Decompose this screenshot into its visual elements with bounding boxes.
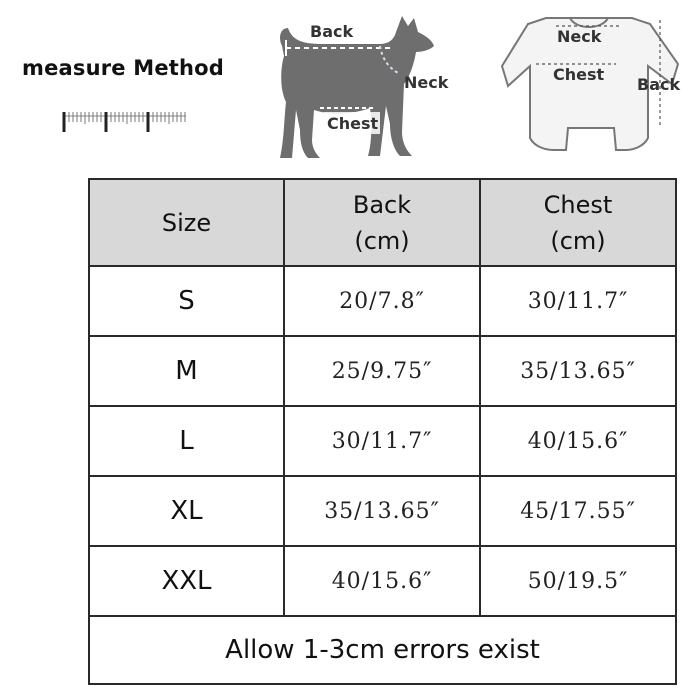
shirt-chest-label: Chest bbox=[553, 65, 605, 84]
chest-cell: 30/11.7″ bbox=[480, 266, 676, 336]
tolerance-note: Allow 1-3cm errors exist bbox=[89, 616, 676, 684]
back-cell: 25/9.75″ bbox=[284, 336, 480, 406]
measure-method-title: measure Method bbox=[22, 56, 225, 80]
back-cell: 30/11.7″ bbox=[284, 406, 480, 476]
chest-cell: 45/17.55″ bbox=[480, 476, 676, 546]
size-cell: XXL bbox=[89, 546, 284, 616]
size-header: Size bbox=[89, 179, 284, 266]
back-header: Back (cm) bbox=[284, 179, 480, 266]
dog-back-label: Back bbox=[310, 22, 354, 41]
shirt-back-label: Back bbox=[637, 75, 681, 94]
table-row bbox=[89, 546, 676, 616]
chest-cell: 40/15.6″ bbox=[480, 406, 676, 476]
shirt-neck-label: Neck bbox=[557, 27, 602, 46]
size-cell: L bbox=[89, 406, 284, 476]
table-row bbox=[89, 336, 676, 406]
table-row bbox=[89, 476, 676, 546]
chest-header: Chest (cm) bbox=[480, 179, 676, 266]
tape-measure-icon bbox=[60, 108, 190, 134]
back-cell: 35/13.65″ bbox=[284, 476, 480, 546]
size-chart-table bbox=[88, 178, 677, 685]
size-cell: XL bbox=[89, 476, 284, 546]
table-row bbox=[89, 406, 676, 476]
dog-chest-label: Chest bbox=[327, 114, 379, 133]
dog-neck-label: Neck bbox=[404, 73, 449, 92]
note-row bbox=[89, 616, 676, 684]
size-cell: M bbox=[89, 336, 284, 406]
size-cell: S bbox=[89, 266, 284, 336]
table-row bbox=[89, 266, 676, 336]
back-cell: 20/7.8″ bbox=[284, 266, 480, 336]
chest-cell: 50/19.5″ bbox=[480, 546, 676, 616]
chest-cell: 35/13.65″ bbox=[480, 336, 676, 406]
back-cell: 40/15.6″ bbox=[284, 546, 480, 616]
dog-measure-diagram bbox=[262, 10, 462, 165]
table-header-row bbox=[89, 179, 676, 266]
shirt-measure-diagram bbox=[500, 12, 690, 162]
